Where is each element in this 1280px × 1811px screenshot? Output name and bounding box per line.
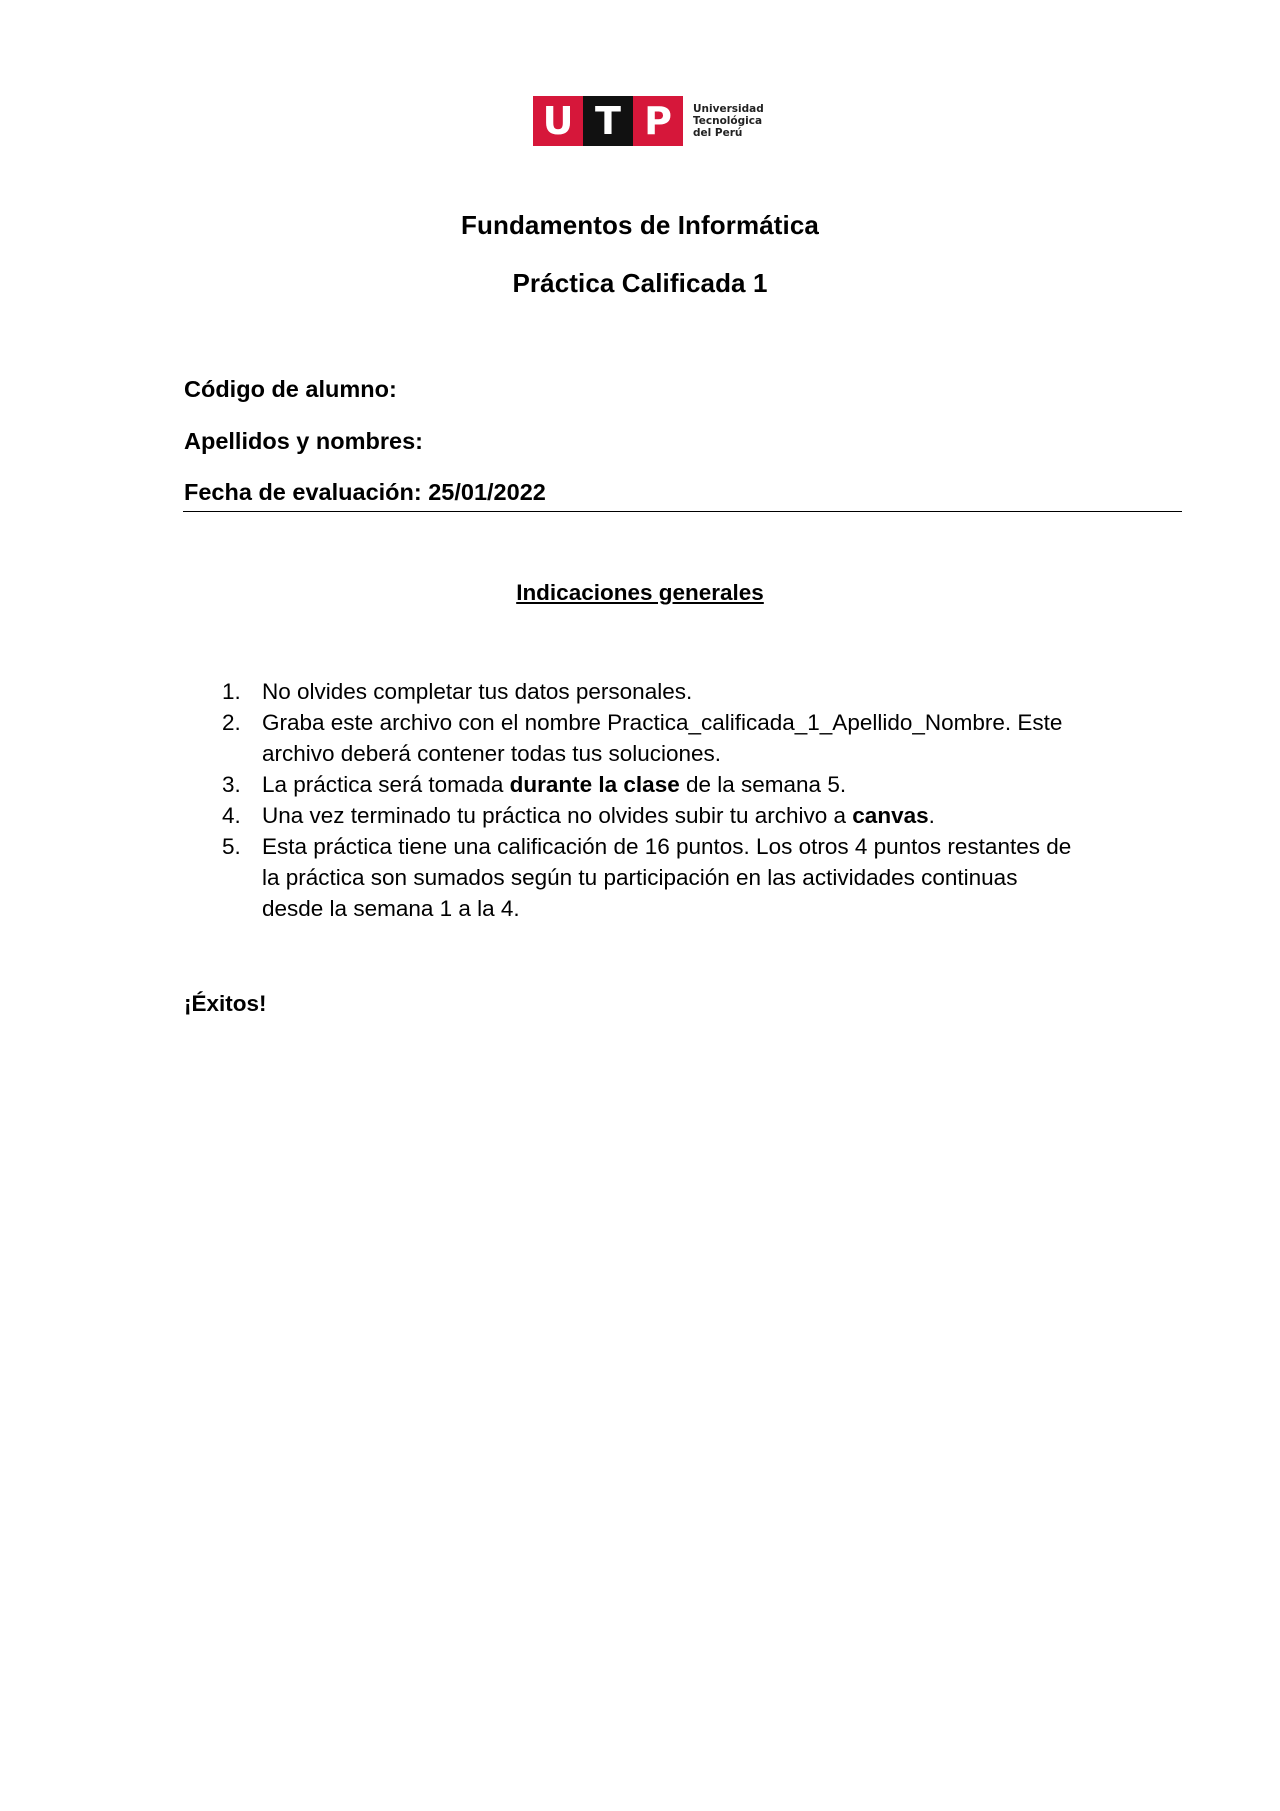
exam-title: Práctica Calificada 1: [512, 268, 768, 298]
logo-name-line: Tecnológica: [693, 115, 763, 127]
student-name-label: Apellidos y nombres:: [184, 428, 423, 454]
list-item-number: 2.: [222, 710, 241, 735]
list-item: [184, 676, 1084, 707]
utp-logo: [533, 96, 764, 146]
list-item-text-bold: durante la clase: [509, 772, 680, 797]
logo-name-line: Universidad: [693, 103, 764, 115]
list-item-number: 1.: [222, 679, 241, 704]
list-item-text-pre: La práctica será tomada: [262, 772, 510, 797]
list-item-text-post: de la semana 5.: [679, 772, 847, 797]
list-item-text-post: .: [928, 803, 935, 828]
logo-letter-t: T: [583, 96, 633, 146]
list-item-number: 3.: [222, 772, 241, 797]
list-item-text: Esta práctica tiene una calificación de 16 puntos. Los otros 4 puntos restantes de la práctica son sumados según tu participación en las actividades continuas desde la semana 1 a la 4.: [262, 834, 1072, 921]
list-item-text-pre: Una vez terminado tu práctica no olvides subir tu archivo a: [262, 803, 853, 828]
logo-university-name: [693, 103, 764, 139]
list-item-text: Graba este archivo con el nombre Practica_calificada_1_Apellido_Nombre. Este archivo deberá contener todas tus soluciones.: [262, 710, 1063, 766]
logo-name-line: del Perú: [693, 127, 743, 139]
student-code-label: Código de alumno:: [184, 376, 397, 402]
evaluation-date-label: Fecha de evaluación: 25/01/2022: [184, 479, 546, 505]
logo-letter-u: U: [533, 96, 583, 146]
list-item-number: 4.: [222, 803, 241, 828]
logo-letter-p: P: [633, 96, 683, 146]
list-item: [184, 800, 1084, 831]
closing-message: ¡Éxitos!: [184, 991, 267, 1016]
course-title: Fundamentos de Informática: [461, 210, 819, 240]
instructions-heading: Indicaciones generales: [516, 580, 764, 605]
list-item: [184, 831, 1084, 924]
instructions-list: [184, 676, 1084, 924]
list-item-text: No olvides completar tus datos personales.: [262, 679, 693, 704]
list-item: [184, 769, 1084, 800]
list-item-text-bold: canvas: [852, 803, 929, 828]
header-divider: [183, 511, 1182, 512]
list-item: [184, 707, 1084, 769]
list-item-number: 5.: [222, 834, 241, 859]
